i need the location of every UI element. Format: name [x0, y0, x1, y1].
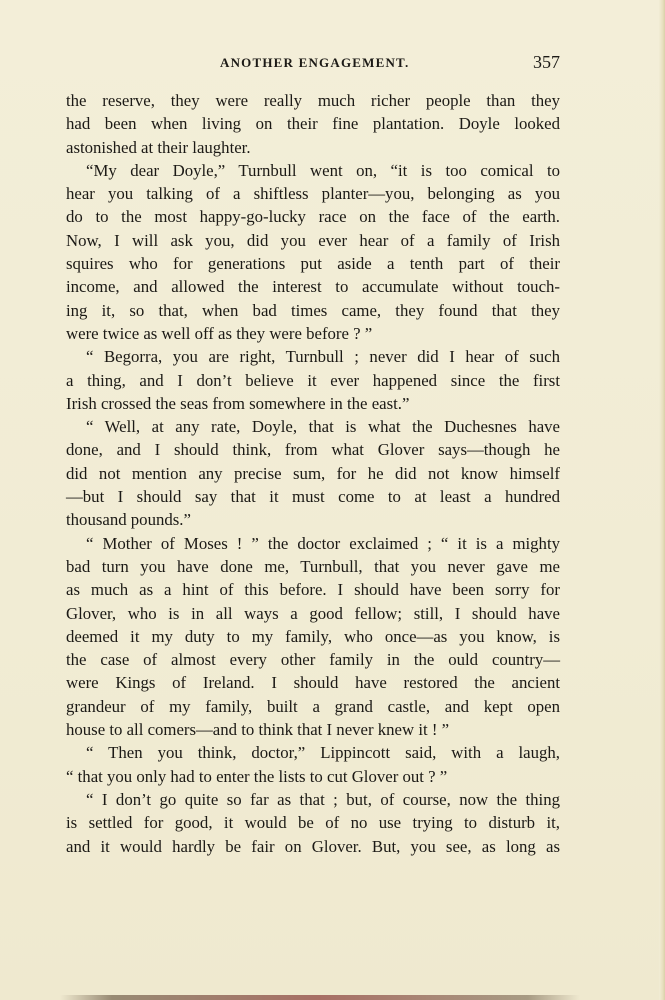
- running-title: ANOTHER ENGAGEMENT.: [220, 55, 410, 70]
- text-line: “ Begorra, you are right, Turnbull ; never did I hear of such: [86, 347, 560, 367]
- text-line: ing it, so that, when bad times came, they found that they: [66, 300, 560, 320]
- page-edge-shadow: [659, 0, 665, 1000]
- text-line: bad turn you have done me, Turnbull, that you never gave me: [66, 556, 560, 576]
- text-line: as much as a hint of this before. I should have been sorry for: [66, 580, 560, 600]
- text-line: “ Mother of Moses ! ” the doctor exclaimed ; “ it is a mighty: [86, 533, 560, 553]
- text-line: were twice as well off as they were before ? ”: [66, 323, 373, 343]
- body-text: [66, 89, 560, 858]
- page-number: 357: [533, 52, 560, 72]
- text-line: “My dear Doyle,” Turnbull went on, “it is too comical to: [86, 160, 560, 180]
- text-line: were Kings of Ireland. I should have restored the ancient: [66, 673, 560, 693]
- text-line: Irish crossed the seas from somewhere in the east.”: [66, 393, 410, 413]
- text-line: done, and I should think, from what Glover says—though he: [66, 440, 560, 460]
- text-line: thousand pounds.”: [66, 510, 191, 530]
- text-line: —but I should say that it must come to at least a hundred: [66, 487, 560, 507]
- text-line: “ Well, at any rate, Doyle, that is what the Duchesnes have: [86, 417, 560, 437]
- text-line: “ I don’t go quite so far as that ; but, of course, now the thing: [86, 789, 560, 809]
- text-line: squires who for generations put aside a tenth part of their: [66, 254, 560, 274]
- running-header: [66, 52, 560, 74]
- text-line: deemed it my duty to my family, who once—as you know, is: [66, 626, 560, 646]
- text-line: do to the most happy-go-lucky race on the face of the earth.: [66, 207, 560, 227]
- text-line: house to all comers—and to think that I never knew it ! ”: [66, 720, 450, 740]
- text-line: income, and allowed the interest to accumulate without touch-: [66, 277, 560, 297]
- text-line: did not mention any precise sum, for he did not know himself: [66, 463, 560, 483]
- text-line: Glover, who is in all ways a good fellow; still, I should have: [66, 603, 560, 623]
- text-line: “ Then you think, doctor,” Lippincott said, with a laugh,: [86, 743, 560, 763]
- text-line: astonished at their laughter.: [66, 137, 251, 157]
- text-line: hear you talking of a shiftless planter—you, belonging as you: [66, 184, 560, 204]
- text-line: a thing, and I don’t believe it ever happened since the first: [66, 370, 560, 390]
- text-line: grandeur of my family, built a grand castle, and kept open: [66, 696, 560, 716]
- text-line: the reserve, they were really much richer people than they: [66, 91, 560, 110]
- text-line: and it would hardly be fair on Glover. But, you see, as long as: [66, 836, 560, 856]
- bottom-edge-mark: [60, 995, 580, 1000]
- text-line: “ that you only had to enter the lists to cut Glover out ? ”: [66, 766, 448, 786]
- text-line: is settled for good, it would be of no use trying to disturb it,: [66, 813, 560, 833]
- text-line: the case of almost every other family in the ould country—: [66, 650, 560, 670]
- text-line: had been when living on their fine plantation. Doyle looked: [66, 114, 560, 134]
- text-line: Now, I will ask you, did you ever hear of a family of Irish: [66, 230, 560, 250]
